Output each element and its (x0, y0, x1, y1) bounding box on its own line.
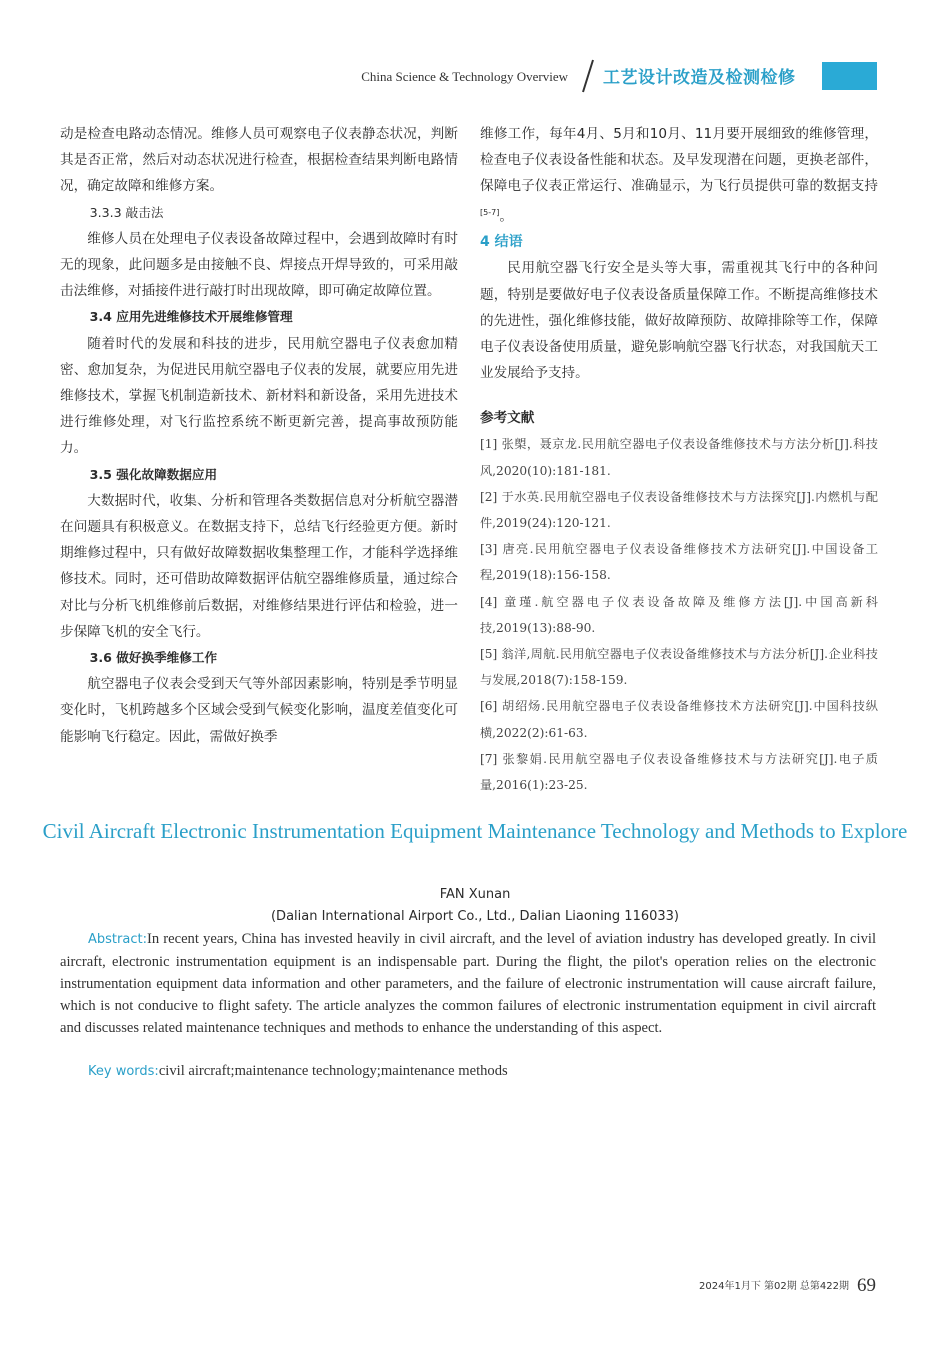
reference-item: [3] 唐亮.民用航空器电子仪表设备维修技术方法研究[J].中国设备工程,2019(18):156-158. (480, 542, 878, 583)
section-title: 工艺设计改造及检测检修 (603, 68, 796, 88)
reference-item: [1] 张㮾，聂京龙.民用航空器电子仪表设备维修技术与方法分析[J].科技风,2020(10):181-181. (480, 437, 878, 478)
abstract-text: In recent years, China has invested heavily in civil aircraft, and the level of aviation industry has developed greatly. In civil aircraft, electronic instrumentation equipment is an indispensable part. During the flight, the pilot's operation relies on the electronic instrumentation equipment data information and other parameters, and the failure of electronic instrumentation will cause aircraft failure, which is not conducive to flight safety. The article analyzes the common failures of electronic instrumentation equipment in civil aircraft and discusses related maintenance techniques and methods to enhance the understanding of this aspect. (60, 931, 876, 1036)
reference-item: [4] 童瑾.航空器电子仪表设备故障及维修方法[J].中国高新科技,2019(13):88-90. (480, 594, 878, 635)
left-column (60, 121, 458, 750)
page-number: 69 (857, 1275, 876, 1296)
reference-item: [7] 张黎娟.民用航空器电子仪表设备维修技术与方法研究[J].电子质量,2016(1):23-25. (480, 751, 878, 792)
author-affiliation: (Dalian International Airport Co., Ltd., Dalian Liaoning 116033) (270, 909, 679, 924)
keywords-text: civil aircraft;maintenance technology;maintenance methods (158, 1063, 508, 1079)
paragraph: 民用航空器飞行安全是头等大事，需重视其飞行中的各种问题，特别是要做好电子仪表设备质量保障工作。不断提高维修技术的先进性，强化维修技能，做好故障预防、故障排除等工作，保障电子仪表设备使用质量，避免影响航空器飞行状态，对我国航天工业发展给予支持。 (480, 260, 878, 382)
paragraph: 航空器电子仪表会受到天气等外部因素影响，特别是季节明显变化时，飞机跨越多个区域会受到气候变化影响，温度差值变化可能影响飞行稳定。因此，需做好换季 (60, 676, 458, 745)
page-header (0, 58, 950, 94)
subheading-3-4: 3.4 应用先进维修技术开展维修管理 (89, 309, 293, 325)
right-column (480, 121, 878, 798)
references-title: 参考文献 (480, 410, 535, 427)
paragraph: 维修人员在处理电子仪表设备故障过程中，会遇到故障时有时无的现象，此问题多是由接触不良、焊接点开焊导致的，可采用敲击法维修，对插接件进行敲打时出现故障，即可确定故障位置。 (60, 230, 458, 300)
paragraph (480, 121, 878, 229)
header-accent-box (822, 62, 877, 90)
reference-item: [5] 翁洋,周航.民用航空器电子仪表设备维修技术与方法分析[J].企业科技与发展,2018(7):158-159. (480, 646, 878, 688)
author-name: FAN Xunan (439, 887, 511, 902)
heading-conclusion: 4 结语 (480, 234, 523, 251)
header-slash-divider (578, 58, 598, 94)
abstract-label: Abstract: (88, 932, 147, 947)
paragraph: 大数据时代，收集、分析和管理各类数据信息对分析航空器潜在问题具有积极意义。在数据支持下，总结飞行经验更方便。新时期维修过程中，只有做好故障数据收集整理工作，才能科学选择维修技术。同时，还可借助故障数据评估航空器维修质量，通过综合对比与分析飞机维修前后数据，对维修结果进行评估和检验，进一步保障飞机的安全飞行。 (60, 492, 458, 640)
keywords (60, 1060, 876, 1083)
keywords-label: Key words: (88, 1064, 159, 1079)
paragraph-text: 维修工作，每年4月、5月和10月、11月要开展细致的维修管理，检查电子仪表设备性能和状态。及早发现潜在问题，更换老部件，保障电子仪表正常运行、准确显示，为飞行员提供可靠的数据支持 (480, 126, 878, 195)
subheading-3-6: 3.6 做好换季维修工作 (89, 650, 218, 666)
citation: [5-7] (480, 207, 500, 217)
paragraph: 动是检查电路动态情况。维修人员可观察电子仪表静态状况，判断其是否正常，然后对动态状况进行检查，根据检查结果判断电路情况，确定故障和维修方案。 (60, 126, 458, 195)
subheading-3-5: 3.5 强化故障数据应用 (89, 466, 218, 482)
paragraph-end: 。 (499, 208, 513, 225)
abstract (60, 928, 876, 1039)
page-footer (699, 1274, 876, 1297)
paragraph: 随着时代的发展和科技的进步，民用航空器电子仪表愈加精密、愈加复杂，为促进民用航空器电子仪表的发展，就要应用先进维修技术，掌握飞机制造新技术、新材料和新设备，采用先进技术进行维修处理，对飞行监控系统不断更新完善，提高事故预防能力。 (60, 335, 458, 457)
issue-info: 2024年1月下 第02期 总第422期 (699, 1281, 849, 1292)
journal-name: China Science & Technology Overview (361, 69, 568, 84)
english-title: Civil Aircraft Electronic Instrumentation Equipment Maintenance Technology and Methods to Explore (42, 819, 908, 843)
subheading-3-3-3: 3.3.3 敲击法 (89, 204, 164, 220)
reference-item: [6] 胡绍炀.民用航空器电子仪表设备维修技术方法研究[J].中国科技纵横,2022(2):61-63. (480, 699, 878, 740)
reference-item: [2] 于水英.民用航空器电子仪表设备维修技术与方法探究[J].内燃机与配件,2019(24):120-121. (480, 489, 878, 530)
